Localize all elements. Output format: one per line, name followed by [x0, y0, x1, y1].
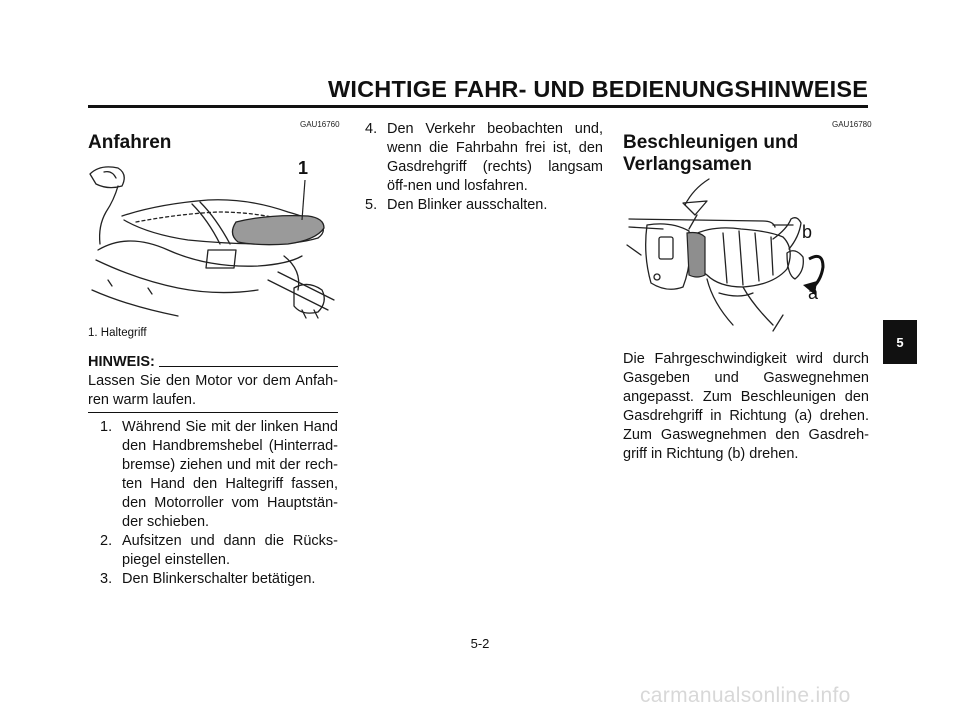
scooter-seat-figure	[88, 160, 338, 320]
list-item: 1. Während Sie mit der linken Hand den Handbremshebel (Hinterrad-bremse) ziehen und mit der rech-ten Hand den Haltegriff fassen, den Motorroller vom Hauptstän-der schieben.	[100, 419, 338, 530]
note-text: Lassen Sie den Motor vor dem Anfah-ren warm laufen.	[88, 373, 338, 408]
steps-list-left	[100, 418, 338, 589]
figure-label-a: a	[808, 283, 819, 303]
note-label: HINWEIS:	[88, 354, 155, 370]
note-bottom-rule	[88, 412, 338, 413]
figure-callout-1: 1	[298, 158, 309, 178]
figure-caption: 1. Haltegriff	[88, 327, 147, 339]
list-item: 5. Den Blinker ausschalten.	[365, 197, 548, 213]
ref-code-beschleunigen: GAU16780	[832, 120, 872, 129]
figure-label-b: b	[802, 222, 813, 242]
steps-list-middle	[365, 120, 603, 215]
note-header	[88, 354, 338, 370]
chapter-tab: 5	[883, 320, 917, 364]
list-item: 3. Den Blinkerschalter betätigen.	[100, 571, 316, 587]
heading-anfahren: Anfahren	[88, 132, 172, 153]
acceleration-paragraph: Die Fahrgeschwindigkeit wird durch Gasgeben und Gaswegnehmen angepasst. Zum Beschleunigen den Gasdrehgriff in Richtung (a) drehen. Zum Gaswegnehmen den Gasdreh-griff in Richtung (b) drehen.	[623, 351, 869, 462]
page-number: 5-2	[470, 636, 490, 651]
page-title: WICHTIGE FAHR- UND BEDIENUNGSHINWEISE	[328, 76, 869, 102]
heading-beschleunigen: Beschleunigen und Verlangsamen	[623, 132, 799, 175]
note-header-rule	[159, 366, 338, 367]
watermark: carmanualsonline.info	[640, 684, 851, 707]
list-item: 4. Den Verkehr beobachten und, wenn die Fahrbahn frei ist, den Gasdrehgriff (rechts) langsam öff-nen und losfahren.	[365, 121, 603, 194]
list-item: 2. Aufsitzen und dann die Rücks-piegel einstellen.	[100, 533, 338, 568]
ref-code-anfahren: GAU16760	[300, 120, 340, 129]
title-rule	[88, 105, 868, 108]
throttle-grip-figure	[623, 175, 873, 335]
